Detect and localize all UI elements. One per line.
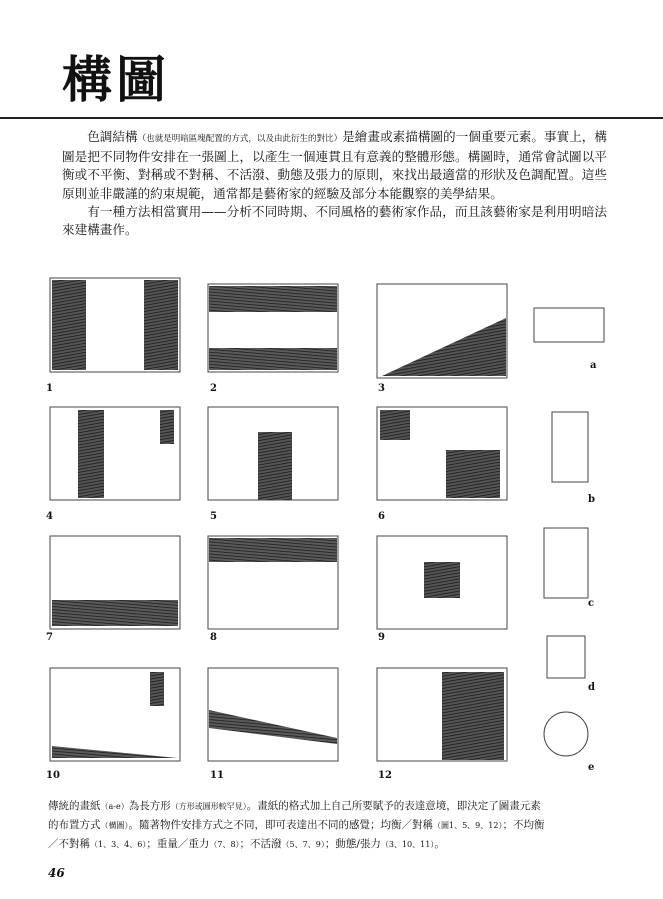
fig-num-12: 12 — [378, 770, 392, 781]
fig-num-3: 3 — [378, 383, 385, 394]
paragraph-2: 有一種方法相當實用——分析不同時期、不同風格的藝術家作品，而且該藝術家是利用明暗法來建構畫作。 — [62, 203, 607, 238]
fig-num-6: 6 — [378, 511, 385, 522]
caption-line-3: ／不對稱（1、3、4、6）；重量／重力（7、8）；不活潑（5、7、9）；動態/張力（3、10、11）。 — [48, 838, 445, 850]
fig-num-1: 1 — [46, 383, 53, 394]
fig-num-10: 10 — [46, 770, 60, 781]
fig-num-2: 2 — [210, 383, 217, 394]
format-a — [534, 308, 604, 342]
p1-body: 是繪畫或素描構圖的一個重要元素。事實上，構圖是把不同物件安排在一張圖上，以產生一個連貫且有意義的整體形態。構圖時，通常會試圖以平衡或不平衡、對稱或不對稱、不活潑、動態及張力的原則，來找出最適當的形狀及色調配置。這些原則並非嚴謹的約束規範，通常都是藝術家的經驗及部分本能觀察的美學結果。 — [62, 129, 608, 201]
format-d — [547, 636, 585, 678]
page-number: 46 — [48, 866, 65, 880]
format-b — [552, 412, 588, 482]
format-label-c: c — [588, 598, 595, 609]
paragraph-1 — [62, 128, 607, 203]
fig-num-4: 4 — [46, 511, 53, 522]
format-c — [544, 528, 588, 598]
page-title: 構圖 — [62, 50, 170, 109]
p1-note: （也就是明暗區塊配置的方式，以及由此衍生的對比） — [137, 134, 343, 144]
fig-num-11: 11 — [210, 770, 224, 781]
p1-lead: 色調結構 — [87, 129, 138, 144]
format-label-a: a — [590, 360, 597, 371]
fig-num-7: 7 — [46, 632, 53, 643]
format-e — [544, 712, 588, 756]
format-label-b: b — [588, 494, 595, 505]
figure-caption — [48, 797, 608, 854]
format-label-d: d — [588, 682, 595, 693]
title-rule — [0, 117, 663, 119]
fig-num-9: 9 — [378, 632, 385, 643]
fig-num-8: 8 — [210, 632, 217, 643]
fig-num-5: 5 — [210, 511, 217, 522]
caption-line-1: 傳統的畫紙（a-e）為長方形（方形或圓形較罕見）。畫紙的格式加上自己所要賦予的表達意境，即決定了圖畫元素 — [48, 800, 541, 812]
format-label-e: e — [588, 762, 595, 773]
body-text — [62, 128, 607, 239]
composition-figure — [32, 270, 632, 790]
caption-line-2: 的布置方式（構圖）。隨著物件安排方式之不同，即可表達出不同的感覺；均衡／對稱（圖1、5、9、12）；不均衡 — [48, 819, 545, 831]
